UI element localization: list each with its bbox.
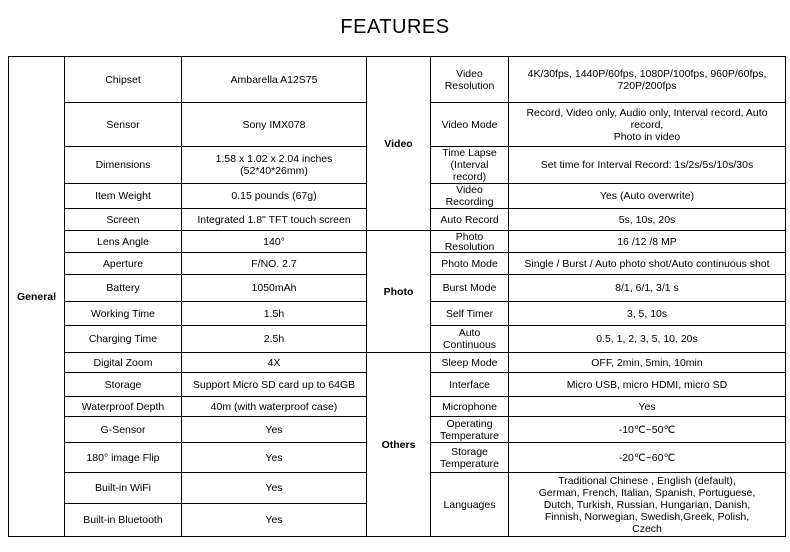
spec-value: 40m (with waterproof case) <box>182 397 367 417</box>
spec-value: 4X <box>182 353 367 373</box>
spec-value: Set time for Interval Record: 1s/2s/5s/10s/30s <box>509 147 786 184</box>
spec-value: Traditional Chinese , English (default), German, French, Italian, Spanish, Portuguese, Dutch, Turkish, Russian, Hungarian, Danish, Finnish, Norwegian, Swedish,Greek, Polish, Czech <box>509 473 786 537</box>
spec-label: Microphone <box>431 397 509 417</box>
spec-value: Yes <box>182 417 367 443</box>
spec-label: 180° image Flip <box>65 443 182 473</box>
spec-value: 16 /12 /8 MP <box>509 231 786 253</box>
spec-label: Lens Angle <box>65 231 182 253</box>
spec-value: Single / Burst / Auto photo shot/Auto continuous shot <box>509 253 786 275</box>
spec-label: G-Sensor <box>65 417 182 443</box>
spec-value: Yes (Auto overwrite) <box>509 184 786 209</box>
spec-label: Built-in WiFi <box>65 473 182 504</box>
spec-label: Video Resolution <box>431 57 509 103</box>
spec-value: Integrated 1.8" TFT touch screen <box>182 209 367 231</box>
spec-label: Sleep Mode <box>431 353 509 373</box>
spec-value: Yes <box>509 397 786 417</box>
spec-value: Record, Video only, Audio only, Interval record, Auto record, Photo in video <box>509 103 786 147</box>
spec-value: -10℃~50℃ <box>509 417 786 443</box>
spec-value: 0.5, 1, 2, 3, 5, 10, 20s <box>509 326 786 353</box>
spec-label: Photo Mode <box>431 253 509 275</box>
spec-value: 1.58 x 1.02 x 2.04 inches (52*40*26mm) <box>182 147 367 184</box>
spec-label: Working Time <box>65 302 182 326</box>
spec-label: Screen <box>65 209 182 231</box>
spec-value: Yes <box>182 504 367 537</box>
spec-value: 2.5h <box>182 326 367 353</box>
spec-label: Video Recording <box>431 184 509 209</box>
spec-label: Aperture <box>65 253 182 275</box>
spec-value: 4K/30fps, 1440P/60fps, 1080P/100fps, 960P/60fps, 720P/200fps <box>509 57 786 103</box>
spec-value: Support Micro SD card up to 64GB <box>182 373 367 397</box>
spec-label: Waterproof Depth <box>65 397 182 417</box>
spec-value: Micro USB, micro HDMI, micro SD <box>509 373 786 397</box>
spec-value: Ambarella A12S75 <box>182 57 367 103</box>
spec-label: Operating Temperature <box>431 417 509 443</box>
spec-label: Item Weight <box>65 184 182 209</box>
spec-value: 140° <box>182 231 367 253</box>
spec-label: Digital Zoom <box>65 353 182 373</box>
spec-label: Battery <box>65 275 182 302</box>
spec-value: OFF, 2min, 5min, 10min <box>509 353 786 373</box>
spec-value: Yes <box>182 473 367 504</box>
spec-value: Sony IMX078 <box>182 103 367 147</box>
page-title: FEATURES <box>340 16 450 38</box>
spec-value: F/NO. 2.7 <box>182 253 367 275</box>
spec-value: -20℃~60℃ <box>509 443 786 473</box>
spec-label: Interface <box>431 373 509 397</box>
group-general: General <box>9 57 65 537</box>
group-photo: Photo <box>367 231 431 353</box>
spec-label: Video Mode <box>431 103 509 147</box>
spec-label: Burst Mode <box>431 275 509 302</box>
spec-value: 1050mAh <box>182 275 367 302</box>
group-others: Others <box>367 353 431 537</box>
spec-value: 0.15 pounds (67g) <box>182 184 367 209</box>
spec-label: Charging Time <box>65 326 182 353</box>
spec-label: Self Timer <box>431 302 509 326</box>
spec-label: Photo Resolution <box>431 231 509 253</box>
features-table <box>8 56 786 537</box>
spec-label: Built-in Bluetooth <box>65 504 182 537</box>
spec-label: Sensor <box>65 103 182 147</box>
spec-label: Time Lapse (Interval record) <box>431 147 509 184</box>
spec-label: Languages <box>431 473 509 537</box>
group-video: Video <box>367 57 431 231</box>
spec-label: Storage <box>65 373 182 397</box>
spec-value: 5s, 10s, 20s <box>509 209 786 231</box>
spec-label: Auto Record <box>431 209 509 231</box>
spec-value: Yes <box>182 443 367 473</box>
spec-label: Dimensions <box>65 147 182 184</box>
spec-value: 3, 5, 10s <box>509 302 786 326</box>
spec-value: 1.5h <box>182 302 367 326</box>
spec-label: Auto Continuous <box>431 326 509 353</box>
spec-value: 8/1, 6/1, 3/1 s <box>509 275 786 302</box>
spec-label: Chipset <box>65 57 182 103</box>
spec-label: Storage Temperature <box>431 443 509 473</box>
